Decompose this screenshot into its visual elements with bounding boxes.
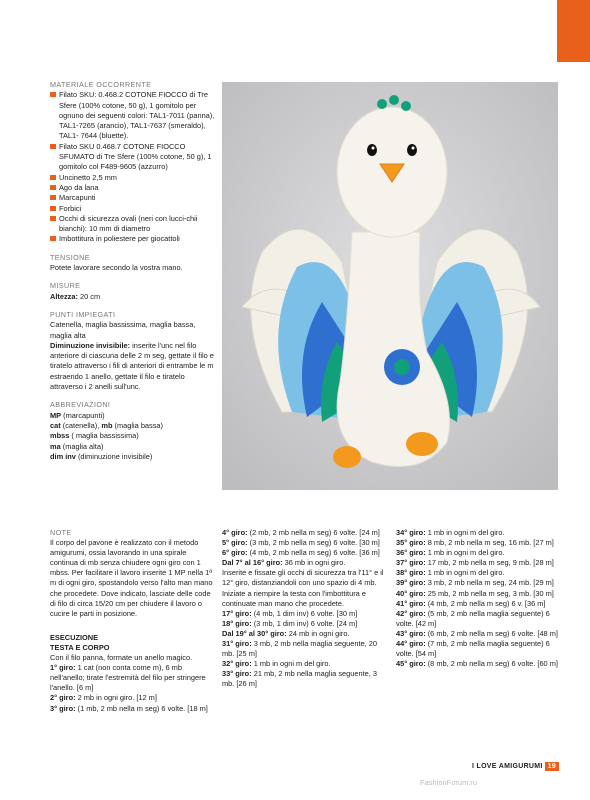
round-line: 43° giro: (6 mb, 2 mb nella m seg) 6 volte. [48 m] xyxy=(396,628,558,638)
orange-corner-tab xyxy=(557,0,590,62)
round-line: 37° giro: 17 mb, 2 mb nella m seg, 9 mb. [28 m] xyxy=(396,558,554,568)
notes-text: Il corpo del pavone è realizzato con il metodo amigurumi, ossia lavorando in una spirale continua di mb senza chiudere ogni giro con 1 mbss. Per facilitare il lavoro inserite 1 MP nella 1ª m di ogni giro, spostandolo verso l'alto man mano che procedete. Dove indicato, lasciate delle code di filo di circa 15/20 cm per chiudere il lavoro o cucire le parti in posizione. xyxy=(50,538,213,618)
execution-intro: Con il filo panna, formate un anello magico. xyxy=(50,653,193,663)
stitches-text: Catenella, maglia bassissima, maglia bassa, maglia alta xyxy=(50,320,196,340)
material-item: Filato SKU 0.468.7 COTONE FIOCCO SFUMATO di Tre Sfere (100% cotone, 50 g), 1 gomitolo col F489-9605 (azzurro) xyxy=(50,142,216,173)
rounds-column-2 xyxy=(222,528,388,690)
round-line: 6° giro: (4 mb, 2 mb nella m seg) 6 volte. [36 m] xyxy=(222,548,380,558)
round-line: 3° giro: (1 mb, 2 mb nella m seg) 6 volte. [18 m] xyxy=(50,703,208,713)
round-line: 44° giro: (7 mb, 2 mb nella maglia seguente) 6 volte. [54 m] xyxy=(396,639,550,659)
head-body-heading: TESTA E CORPO xyxy=(50,642,110,652)
round-line: Dal 19° al 30° giro: 24 mb in ogni giro. xyxy=(222,628,350,638)
measures-heading: MISURE xyxy=(50,281,81,291)
material-item: Occhi di sicurezza ovali (neri con lucci-chii bianchi): 10 mm di diametro xyxy=(50,214,216,235)
round-line: 39° giro: 3 mb, 2 mb nella m seg, 24 mb. [29 m] xyxy=(396,578,554,588)
round-line: 2° giro: 2 mb in ogni giro. [12 m] xyxy=(50,693,157,703)
material-item: Imbottitura in poliestere per giocattoli xyxy=(50,234,216,244)
tension-text: Potete lavorare secondo la vostra mano. xyxy=(50,263,183,273)
left-info-column xyxy=(50,80,216,462)
watermark: FashionForum.ru xyxy=(420,778,478,787)
round-line: 45° giro: (8 mb, 2 mb nella m seg) 6 volte. [60 m] xyxy=(396,659,558,669)
round-line: Dal 7° al 16° giro: 36 mb in ogni giro. xyxy=(222,558,346,568)
abbr-item: ma (maglia alta) xyxy=(50,441,104,451)
material-item: Filato SKU: 0.468.2 COTONE FIOCCO di Tre Sfere (100% cotone, 50 g), 1 gomitolo per ognuno dei seguenti colori: TAL1-7011 (panna), TAL1-7265 (arancio), TAL1-7637 (smeraldo), TAL1- 7644 (bluette). xyxy=(50,90,216,141)
round-line: 1° giro: 1 cat (non conta come m), 6 mb nell'anello; tirate l'estremità del filo per stringere l'anello. [6 m] xyxy=(50,663,206,693)
abbreviations-heading: ABBREVIAZIONI xyxy=(50,400,111,410)
peacock-illustration xyxy=(222,82,558,490)
abbr-item: MP (marcapunti) xyxy=(50,410,105,420)
round-line: 42° giro: (5 mb, 2 mb nella maglia seguente) 6 volte. [42 m] xyxy=(396,608,550,628)
round-line: 31° giro: 3 mb, 2 mb nella maglia seguente, 20 mb. [25 m] xyxy=(222,639,377,659)
invisible-decrease: Diminuzione invisibile: inserite l'unc nel filo anteriore di ciascuna delle 2 m seg, gettate il filo e tiratelo attraverso i fili di anteriori di entrambe le m estraendo 1 anello, gettate il filo e tiratelo attraverso i 2 anelli sull'unc. xyxy=(50,340,214,392)
material-item: Marcapunti xyxy=(50,193,216,203)
material-item: Ago da lana xyxy=(50,183,216,193)
material-item: Forbici xyxy=(50,204,216,214)
stitches-heading: PUNTI IMPIEGATI xyxy=(50,309,116,319)
tension-heading: TENSIONE xyxy=(50,252,90,262)
round-line: 33° giro: 21 mb, 2 mb nella maglia seguente, 3 mb. [26 m] xyxy=(222,669,377,689)
round-line: 18° giro: (3 mb, 1 dim inv) 6 volte. [24 m] xyxy=(222,618,358,628)
round-line: 4° giro: (2 mb, 2 mb nella m seg) 6 volte. [24 m] xyxy=(222,528,380,537)
material-item: Uncinetto 2,5 mm xyxy=(50,173,216,183)
round-line: 34° giro: 1 mb in ogni m del giro. xyxy=(396,528,505,537)
round-line: 17° giro: (4 mb, 1 dim inv) 6 volte. [30 m] xyxy=(222,608,358,618)
rounds-column-3 xyxy=(396,528,562,669)
round-line: 5° giro: (3 mb, 2 mb nella m seg) 6 volte. [30 m] xyxy=(222,538,380,548)
execution-heading: ESECUZIONE xyxy=(50,632,99,642)
peacock-amigurumi-photo xyxy=(222,82,558,490)
measures-line: Altezza: 20 cm xyxy=(50,291,101,301)
round-line: 35° giro: 8 mb, 2 mb nella m seg, 16 mb. [27 m] xyxy=(396,538,554,548)
round-line: 36° giro: 1 mb in ogni m del giro. xyxy=(396,548,505,558)
page-number: 19 xyxy=(545,762,559,771)
abbr-item: mbss ( maglia bassissima) xyxy=(50,431,139,441)
magazine-name: I LOVE AMIGURUMI xyxy=(472,763,543,770)
abbr-item: dim inv (diminuzione invisibile) xyxy=(50,451,153,461)
round-line: 40° giro: 25 mb, 2 mb nella m seg, 3 mb. [30 m] xyxy=(396,588,554,598)
abbr-item: cat (catenella), mb (maglia bassa) xyxy=(50,420,163,430)
round-line: 41° giro: (4 mb, 2 mb nella m seg) 6 v. [36 m] xyxy=(396,598,546,608)
materials-heading: MATERIALE OCCORRENTE xyxy=(50,80,152,89)
notes-and-execution-column xyxy=(50,528,216,714)
round-line: 32° giro: 1 mb in ogni m del giro. xyxy=(222,659,331,669)
round-note: Inserite e fissate gli occhi di sicurezza tra l'11° e il 12° giro, distanziandoli con uno spazio di 4 mb. Iniziate a riempire la testa con l'imbottitura e continuate man mano che procedete. xyxy=(222,568,384,608)
page-footer xyxy=(472,763,559,770)
notes-heading: NOTE xyxy=(50,528,72,537)
round-line: 38° giro: 1 mb in ogni m del giro. xyxy=(396,568,505,578)
